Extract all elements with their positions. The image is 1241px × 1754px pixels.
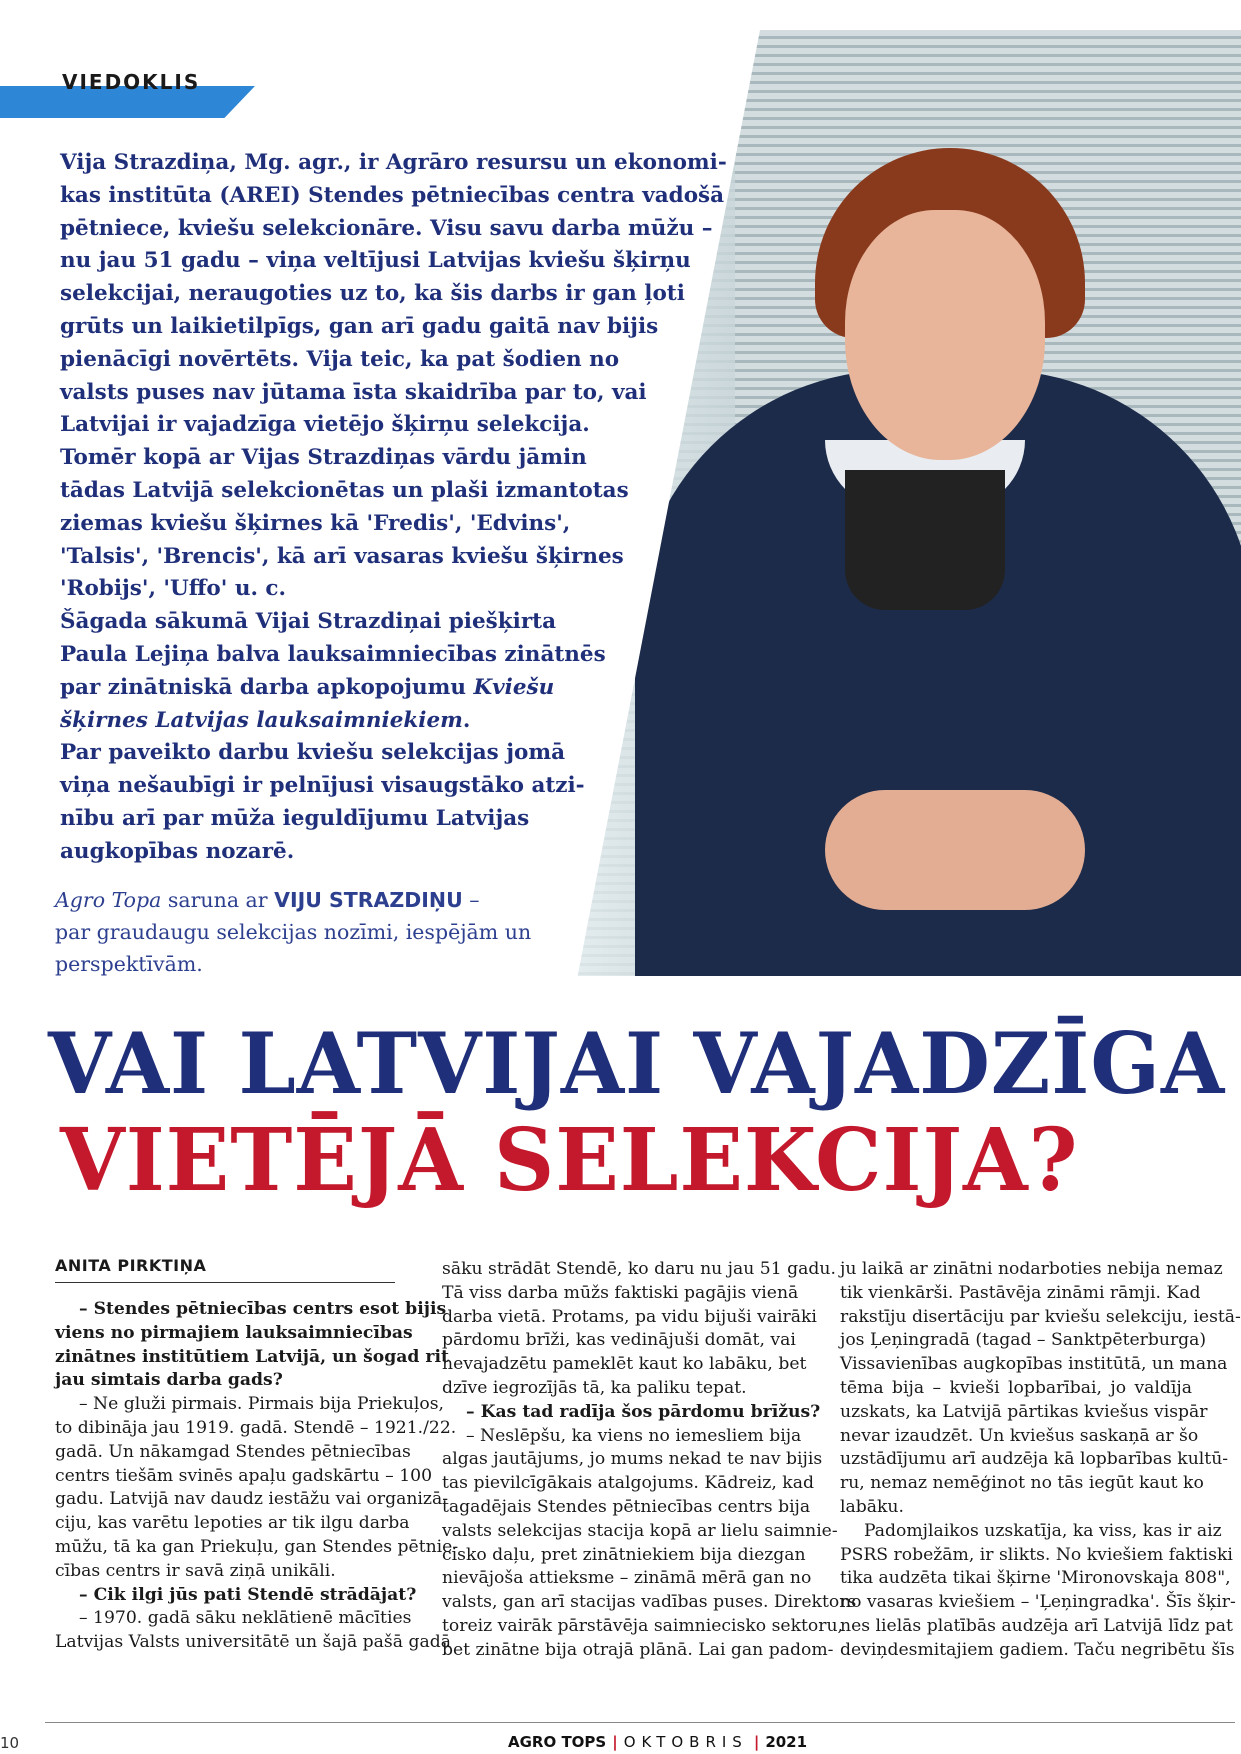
article-line: ciju, kas varētu lepoties ar tik ilgu darba <box>55 1513 410 1534</box>
interview-question <box>55 1584 417 1608</box>
article-line: tagadējais Stendes pētniecības centrs bija <box>442 1496 811 1517</box>
intro-line: 'Robijs', 'Uffo' u. c. <box>60 576 286 602</box>
intro-line: selekcijai, neraugoties uz to, ka šis darbs ir gan ļoti <box>60 281 685 307</box>
footer-month: OKTOBRIS <box>623 1733 748 1751</box>
intro-line: Tomēr kopā ar Vijas Strazdiņas vārdu jāmin <box>60 445 587 471</box>
article-line: jau simtais darba gads? <box>55 1370 283 1391</box>
article-line: darba vietā. Protams, pa vidu bijuši vairāki <box>442 1306 817 1327</box>
intro-line: nu jau 51 gadu – viņa veltījusi Latvijas kviešu šķirņu <box>60 248 691 274</box>
article-line: bet zinātne bija otrajā plānā. Lai gan padom- <box>442 1639 834 1660</box>
article-line: – Kas tad radīja šos pārdomu brīžus? <box>466 1401 821 1422</box>
interview-answer <box>840 1520 1236 1663</box>
interview-question <box>442 1401 821 1425</box>
article-line: gadā. Un nākamgad Stendes pētniecības <box>55 1441 411 1462</box>
article-line: labāku. <box>840 1496 904 1517</box>
article-line: – Cik ilgi jūs pati Stendē strādājat? <box>79 1584 417 1605</box>
article-line: – Ne gluži pirmais. Pirmais bija Priekuļos, <box>79 1394 445 1415</box>
portrait-shirt <box>845 470 1005 610</box>
intro-line: nību arī par mūža ieguldījumu Latvijas <box>60 805 530 831</box>
article-line: valsts, gan arī stacijas vadības puses. Direktors <box>442 1592 857 1613</box>
intro-line: valsts puses nav jūtama īsta skaidrība par to, vai <box>60 379 647 405</box>
article-line: – Stendes pētniecības centrs esot bijis <box>79 1299 447 1319</box>
intro-line: Paula Lejiņa balva lauksaimniecības zinātnēs <box>60 641 606 667</box>
article-line: toreiz vairāk pārstāvēja saimniecisko sektoru, <box>442 1615 843 1636</box>
article-line: cības centrs ir savā ziņā unikāli. <box>55 1560 336 1581</box>
headline-line-2: VIETĒJĀ SELEKCIJA? <box>60 1110 1079 1211</box>
article-line: nevajadzētu pameklēt kaut ko labāku, bet <box>442 1354 807 1375</box>
teaser-text: – <box>462 888 480 912</box>
article-line: uzskats, ka Latvijā pārtikas kviešus vispār <box>840 1401 1208 1422</box>
interview-question <box>55 1298 449 1393</box>
article-line: valsts selekcijas stacija kopā ar lielu saimnie- <box>442 1520 838 1541</box>
intro-line <box>60 705 700 738</box>
magazine-name: Agro Topa <box>55 888 162 912</box>
intro-line: kas institūta (AREI) Stendes pētniecības centra vadošā <box>60 182 725 208</box>
article-line: uzstādījumu arī audzēja kā lopbarības kultū- <box>840 1449 1229 1470</box>
article-line: tēma bija – kvieši lopbarībai, jo valdīja <box>840 1377 1192 1398</box>
article-line: – Neslēpšu, ka viens no iemesliem bija <box>466 1425 802 1446</box>
article-line: tika audzēta tikai šķirne 'Mironovskaja 808", <box>840 1568 1231 1589</box>
article-line: zinātnes institūtiem Latvijā, un šogad rit <box>55 1346 449 1367</box>
interview-answer <box>55 1607 451 1655</box>
article-line: nes lielās platībās audzēja arī Latvijā līdz pat <box>840 1615 1233 1636</box>
page-number: 10 <box>0 1734 20 1752</box>
article-column-3 <box>840 1258 1241 1663</box>
article-line: viens no pirmajiem lauksaimniecības <box>55 1322 413 1343</box>
article-line: Latvijas Valsts universitātē un šajā pašā gadā <box>55 1632 451 1653</box>
headline-line-1: VAI LATVIJAI VAJADZĪGA <box>48 1014 1226 1113</box>
article-line: tik vienkārši. Pastāvēja zināmi rāmji. Kad <box>840 1282 1201 1303</box>
intro-line: grūts un laikietilpīgs, gan arī gadu gaitā nav bijis <box>60 313 659 339</box>
portrait-face <box>845 210 1045 460</box>
interview-answer <box>442 1425 857 1663</box>
intro-line: augkopības nozarē. <box>60 838 295 864</box>
intro-text: . <box>462 707 471 733</box>
intro-text: par zinātniskā darba apkopojumu <box>60 674 474 700</box>
book-title: šķirnes Latvijas lauksaimniekiem <box>60 707 463 733</box>
article-line: dzīve iegrozījās tā, ka paliku tepat. <box>442 1377 747 1398</box>
article-line: cisko daļu, pret zinātniekiem bija diezgan <box>442 1544 806 1565</box>
intro-line: Vija Strazdiņa, Mg. agr., ir Agrāro resursu un ekonomi- <box>60 150 727 175</box>
author-byline: ANITA PIRKTIŅA <box>55 1256 207 1275</box>
article-line: gadu. Latvijā nav daudz iestāžu vai organizā- <box>55 1489 449 1510</box>
intro-line: Latvijai ir vajadzīga vietējo šķirņu selekcija. <box>60 412 590 438</box>
footer-separator: | <box>612 1733 618 1751</box>
footer-separator: | <box>753 1733 760 1751</box>
article-line: nievājoša attieksme – zināmā mērā gan no <box>442 1568 812 1589</box>
footer-divider <box>45 1722 1235 1723</box>
teaser-line: par graudaugu selekcijas nozīmi, iespējām un <box>55 920 532 944</box>
article-line: Padomjlaikos uzskatīja, ka viss, kas ir aiz <box>864 1520 1222 1541</box>
intro-line <box>60 672 700 705</box>
article-line: PSRS robežām, ir slikts. No kviešiem faktiski <box>840 1544 1233 1565</box>
intro-line: pienācīgi novērtēts. Vija teic, ka pat šodien no <box>60 346 620 372</box>
article-line: sāku strādāt Stendē, ko daru nu jau 51 gadu. <box>442 1259 836 1279</box>
intro-line: pētniece, kviešu selekcionāre. Visu savu darba mūžu – <box>60 215 713 241</box>
article-line: deviņdesmitajiem gadiem. Taču negribētu šīs <box>840 1639 1235 1660</box>
article-line: algas jautājums, jo mums nekad te nav bijis <box>442 1449 823 1470</box>
article-line: centrs tiešām svinēs apaļu gadskārtu – 100 <box>55 1465 433 1486</box>
article-line: pārdomu brīži, kas vedinājuši domāt, vai <box>442 1330 796 1351</box>
teaser-line <box>55 884 615 916</box>
article-column-1 <box>55 1298 459 1655</box>
byline-divider <box>55 1282 395 1283</box>
article-line: Vissavienības augkopības institūtā, un mana <box>840 1354 1228 1375</box>
book-title: Kviešu <box>473 674 555 700</box>
article-line: rakstīju disertāciju par kviešu selekciju, iestā- <box>840 1306 1241 1327</box>
article-line: Tā viss darba mūžs faktiski pagājis vienā <box>442 1282 799 1303</box>
article-line: nevar izaudzēt. Un kviešus saskaņā ar šo <box>840 1425 1199 1446</box>
intro-line: ziemas kviešu šķirnes kā 'Fredis', 'Edvins', <box>60 510 571 536</box>
intro-line: Par paveikto darbu kviešu selekcijas jomā <box>60 740 566 766</box>
footer-masthead <box>508 1733 807 1751</box>
article-line: no vasaras kviešiem – 'Ļeņingradka'. Šīs šķir- <box>840 1592 1236 1613</box>
intro-line: 'Talsis', 'Brencis', kā arī vasaras kviešu šķirnes <box>60 543 624 569</box>
intro-line: Šāgada sākumā Vijai Strazdiņai piešķirta <box>60 609 557 635</box>
article-line: ju laikā ar zinātni nodarboties nebija nemaz <box>840 1259 1223 1279</box>
interview-teaser <box>55 884 615 980</box>
interviewee-name: VIJU STRAZDIŅU <box>274 888 463 912</box>
article-line: to dibināja jau 1919. gadā. Stendē – 1921./22. <box>55 1417 457 1438</box>
teaser-line: perspektīvām. <box>55 952 203 976</box>
article-line: ru, nemaz nemēģinot no tās iegūt kaut ko <box>840 1473 1204 1494</box>
article-column-2 <box>442 1258 857 1663</box>
article-line: jos Ļeņingradā (tagad – Sanktpēterburga) <box>840 1330 1207 1351</box>
intro-line: tādas Latvijā selekcionētas un plaši izmantotas <box>60 477 629 503</box>
portrait-hands <box>825 790 1085 910</box>
footer-year: 2021 <box>765 1733 808 1751</box>
article-line: tas pievilcīgākais atalgojums. Kādreiz, kad <box>442 1473 814 1494</box>
interview-answer <box>55 1393 459 1583</box>
intro-line: viņa nešaubīgi ir pelnījusi visaugstāko atzi- <box>60 773 585 799</box>
teaser-text: saruna ar <box>161 888 275 912</box>
article-line: mūžu, tā ka gan Priekuļu, gan Stendes pētnie- <box>55 1536 459 1557</box>
interview-answer <box>840 1258 1241 1520</box>
intro-paragraph <box>60 147 727 869</box>
article-line: – 1970. gadā sāku neklātienē mācīties <box>79 1608 412 1629</box>
interview-answer <box>442 1258 836 1401</box>
footer-magazine: AGRO TOPS <box>508 1733 607 1751</box>
section-label: VIEDOKLIS <box>62 70 201 94</box>
